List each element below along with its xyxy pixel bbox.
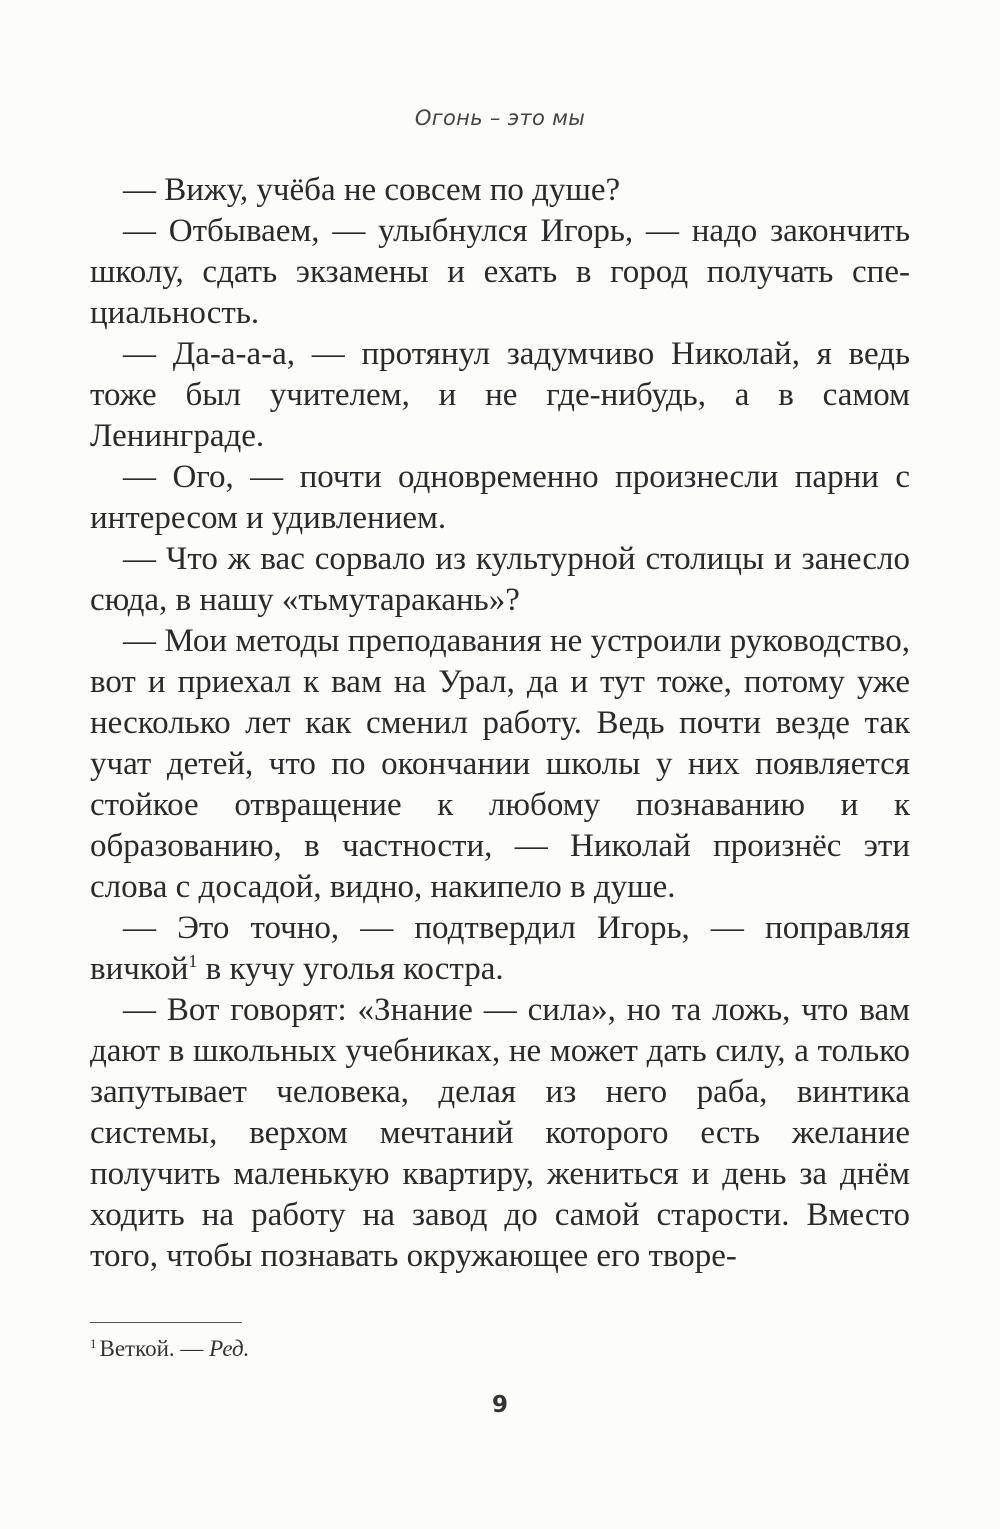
footnote-reference[interactable]: 1	[188, 951, 198, 971]
paragraph: — Ого, — почти одновременно произнесли парни с интересом и удивлением.	[90, 459, 910, 536]
footnote-marker: 1	[90, 1336, 97, 1351]
body-text	[90, 170, 910, 1277]
paragraph: — Да-а-а-а, — протянул задумчиво Николай, я ведь тоже был учителем, и не где-нибудь, а в самом Ленинграде.	[90, 336, 910, 454]
running-head: Огонь – это мы	[414, 106, 586, 130]
paragraph: — Что ж вас сорвало из культурной столицы и занесло сюда, в нашу «тьмутаракань»?	[90, 541, 910, 618]
footnote	[90, 1336, 910, 1362]
paragraph: — Отбываем, — улыбнулся Игорь, — надо закончить школу, сдать экзамены и ехать в город получать специальность.	[90, 213, 910, 331]
footnote-divider	[90, 1322, 242, 1323]
paragraph: — Мои методы преподавания не устроили руководство, вот и приехал к вам на Урал, да и тут тоже, потому уже несколько лет как сменил работу. Ведь почти везде так учат детей, что по окончании школы у них появляется стойкое отвращение к любому познаванию и к образованию, в частности, — Николай произнёс эти слова с досадой, видно, накипело в душе.	[90, 623, 910, 905]
paragraph-text: в кучу уголья костра.	[197, 951, 504, 987]
paragraph-with-footnote	[90, 908, 910, 990]
paragraph: — Вот говорят: «Знание — сила», но та ложь, что вам дают в школьных учебниках, не может дать силу, а только запутывает человека, делая из него раба, винтика системы, верхом мечтаний которого есть желание получить маленькую квартиру, жениться и день за днём ходить на работу на завод до самой старости. Вместо того, чтобы познавать окружающее его творе-	[90, 992, 910, 1274]
footnote-text: Веткой. —	[99, 1336, 210, 1361]
paragraph: — Вижу, учёба не совсем по душе?	[123, 172, 621, 208]
page-number: 9	[491, 1392, 508, 1418]
footnote-editor-mark: Ред.	[209, 1336, 250, 1361]
paragraph-text: — Это точно, — подтвердил Игорь, — поправляя вичкой	[90, 910, 910, 987]
